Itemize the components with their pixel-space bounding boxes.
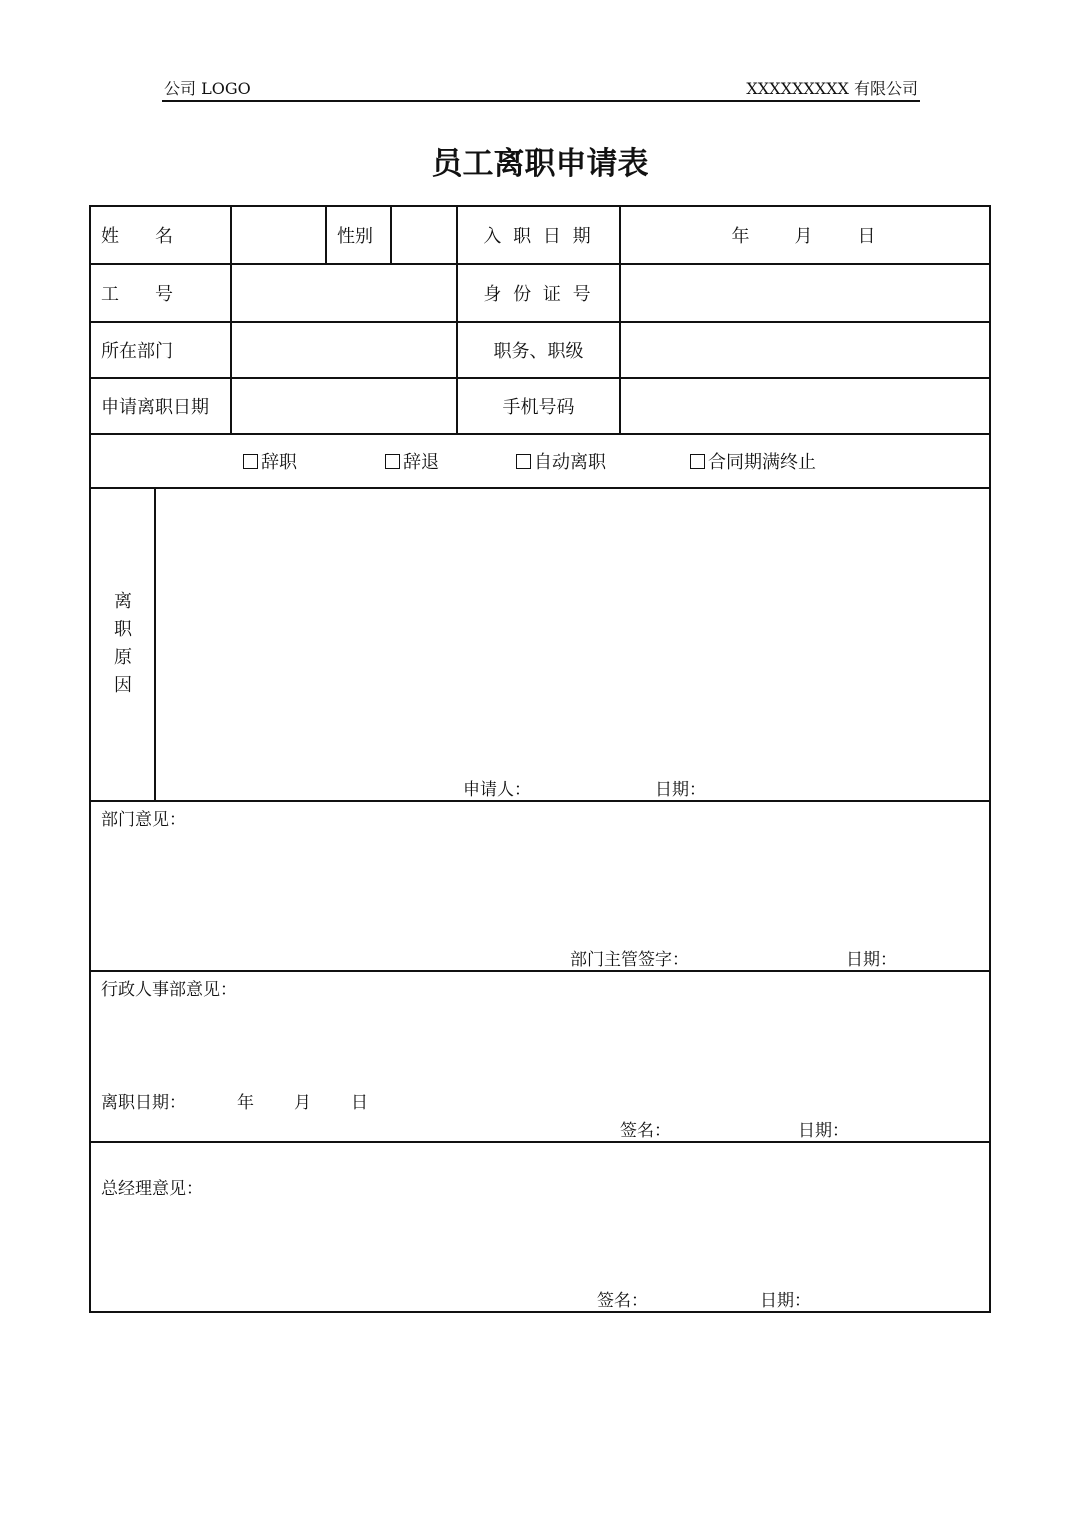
dept-opinion-field[interactable]	[91, 832, 989, 940]
dept-manager-sign-label: 部门主管签字：	[570, 950, 689, 970]
gender-label: 性别	[337, 226, 373, 247]
reason-field[interactable]	[157, 489, 989, 769]
gm-opinion-field[interactable]	[91, 1200, 989, 1280]
phone-field[interactable]	[621, 379, 989, 433]
type-resign[interactable]	[243, 435, 297, 487]
checkbox-icon[interactable]	[516, 454, 531, 469]
type-dismissal[interactable]	[385, 435, 439, 487]
name-field[interactable]	[232, 207, 325, 263]
checkbox-icon[interactable]	[385, 454, 400, 469]
leave-date-day: 日	[351, 1093, 368, 1113]
department-label: 所在部门	[101, 341, 173, 362]
apply-date-label: 申请离职日期	[101, 397, 209, 418]
checkbox-icon[interactable]	[243, 454, 258, 469]
gm-opinion-label: 总经理意见：	[101, 1179, 203, 1199]
name-label: 姓 名	[101, 226, 173, 247]
type-contract-end[interactable]	[690, 435, 816, 487]
hr-sign-label: 签名：	[620, 1121, 671, 1141]
leave-date-label: 离职日期：	[101, 1093, 186, 1113]
gm-sign-label: 签名：	[597, 1291, 648, 1311]
type-label: 辞退	[403, 452, 439, 473]
gm-date-label: 日期：	[760, 1291, 811, 1311]
apply-date-field[interactable]	[232, 379, 456, 433]
type-label: 合同期满终止	[708, 452, 816, 473]
leave-date-month: 月	[294, 1093, 311, 1113]
employee-number-label: 工 号	[101, 284, 173, 305]
hr-date-label: 日期：	[798, 1121, 849, 1141]
type-label: 自动离职	[534, 452, 606, 473]
leave-date-year: 年	[237, 1093, 254, 1113]
type-voluntary-leave[interactable]	[516, 435, 606, 487]
header-rule	[162, 100, 920, 102]
dept-date-label: 日期：	[846, 950, 897, 970]
gender-field[interactable]	[392, 207, 456, 263]
type-label: 辞职	[261, 452, 297, 473]
employee-number-field[interactable]	[232, 265, 456, 321]
applicant-label: 申请人：	[463, 780, 531, 800]
dept-opinion-label: 部门意见：	[101, 810, 186, 830]
company-name: XXXXXXXXX 有限公司	[746, 79, 918, 98]
position-field[interactable]	[621, 323, 989, 377]
reason-date-label: 日期：	[655, 780, 706, 800]
checkbox-icon[interactable]	[690, 454, 705, 469]
hr-opinion-label: 行政人事部意见：	[101, 980, 237, 1000]
department-field[interactable]	[232, 323, 456, 377]
id-number-label: 身 份 证 号	[483, 284, 594, 305]
company-logo-text: 公司 LOGO	[164, 79, 251, 98]
hire-date-label: 入 职 日 期	[483, 226, 594, 247]
phone-label: 手机号码	[502, 397, 575, 418]
position-label: 职务、职级	[493, 341, 584, 362]
page-title: 员工离职申请表	[431, 146, 649, 182]
hire-date-field[interactable]: 年 月 日	[731, 226, 879, 247]
reason-label: 离 职 原 因	[114, 591, 132, 696]
id-number-field[interactable]	[621, 265, 989, 321]
